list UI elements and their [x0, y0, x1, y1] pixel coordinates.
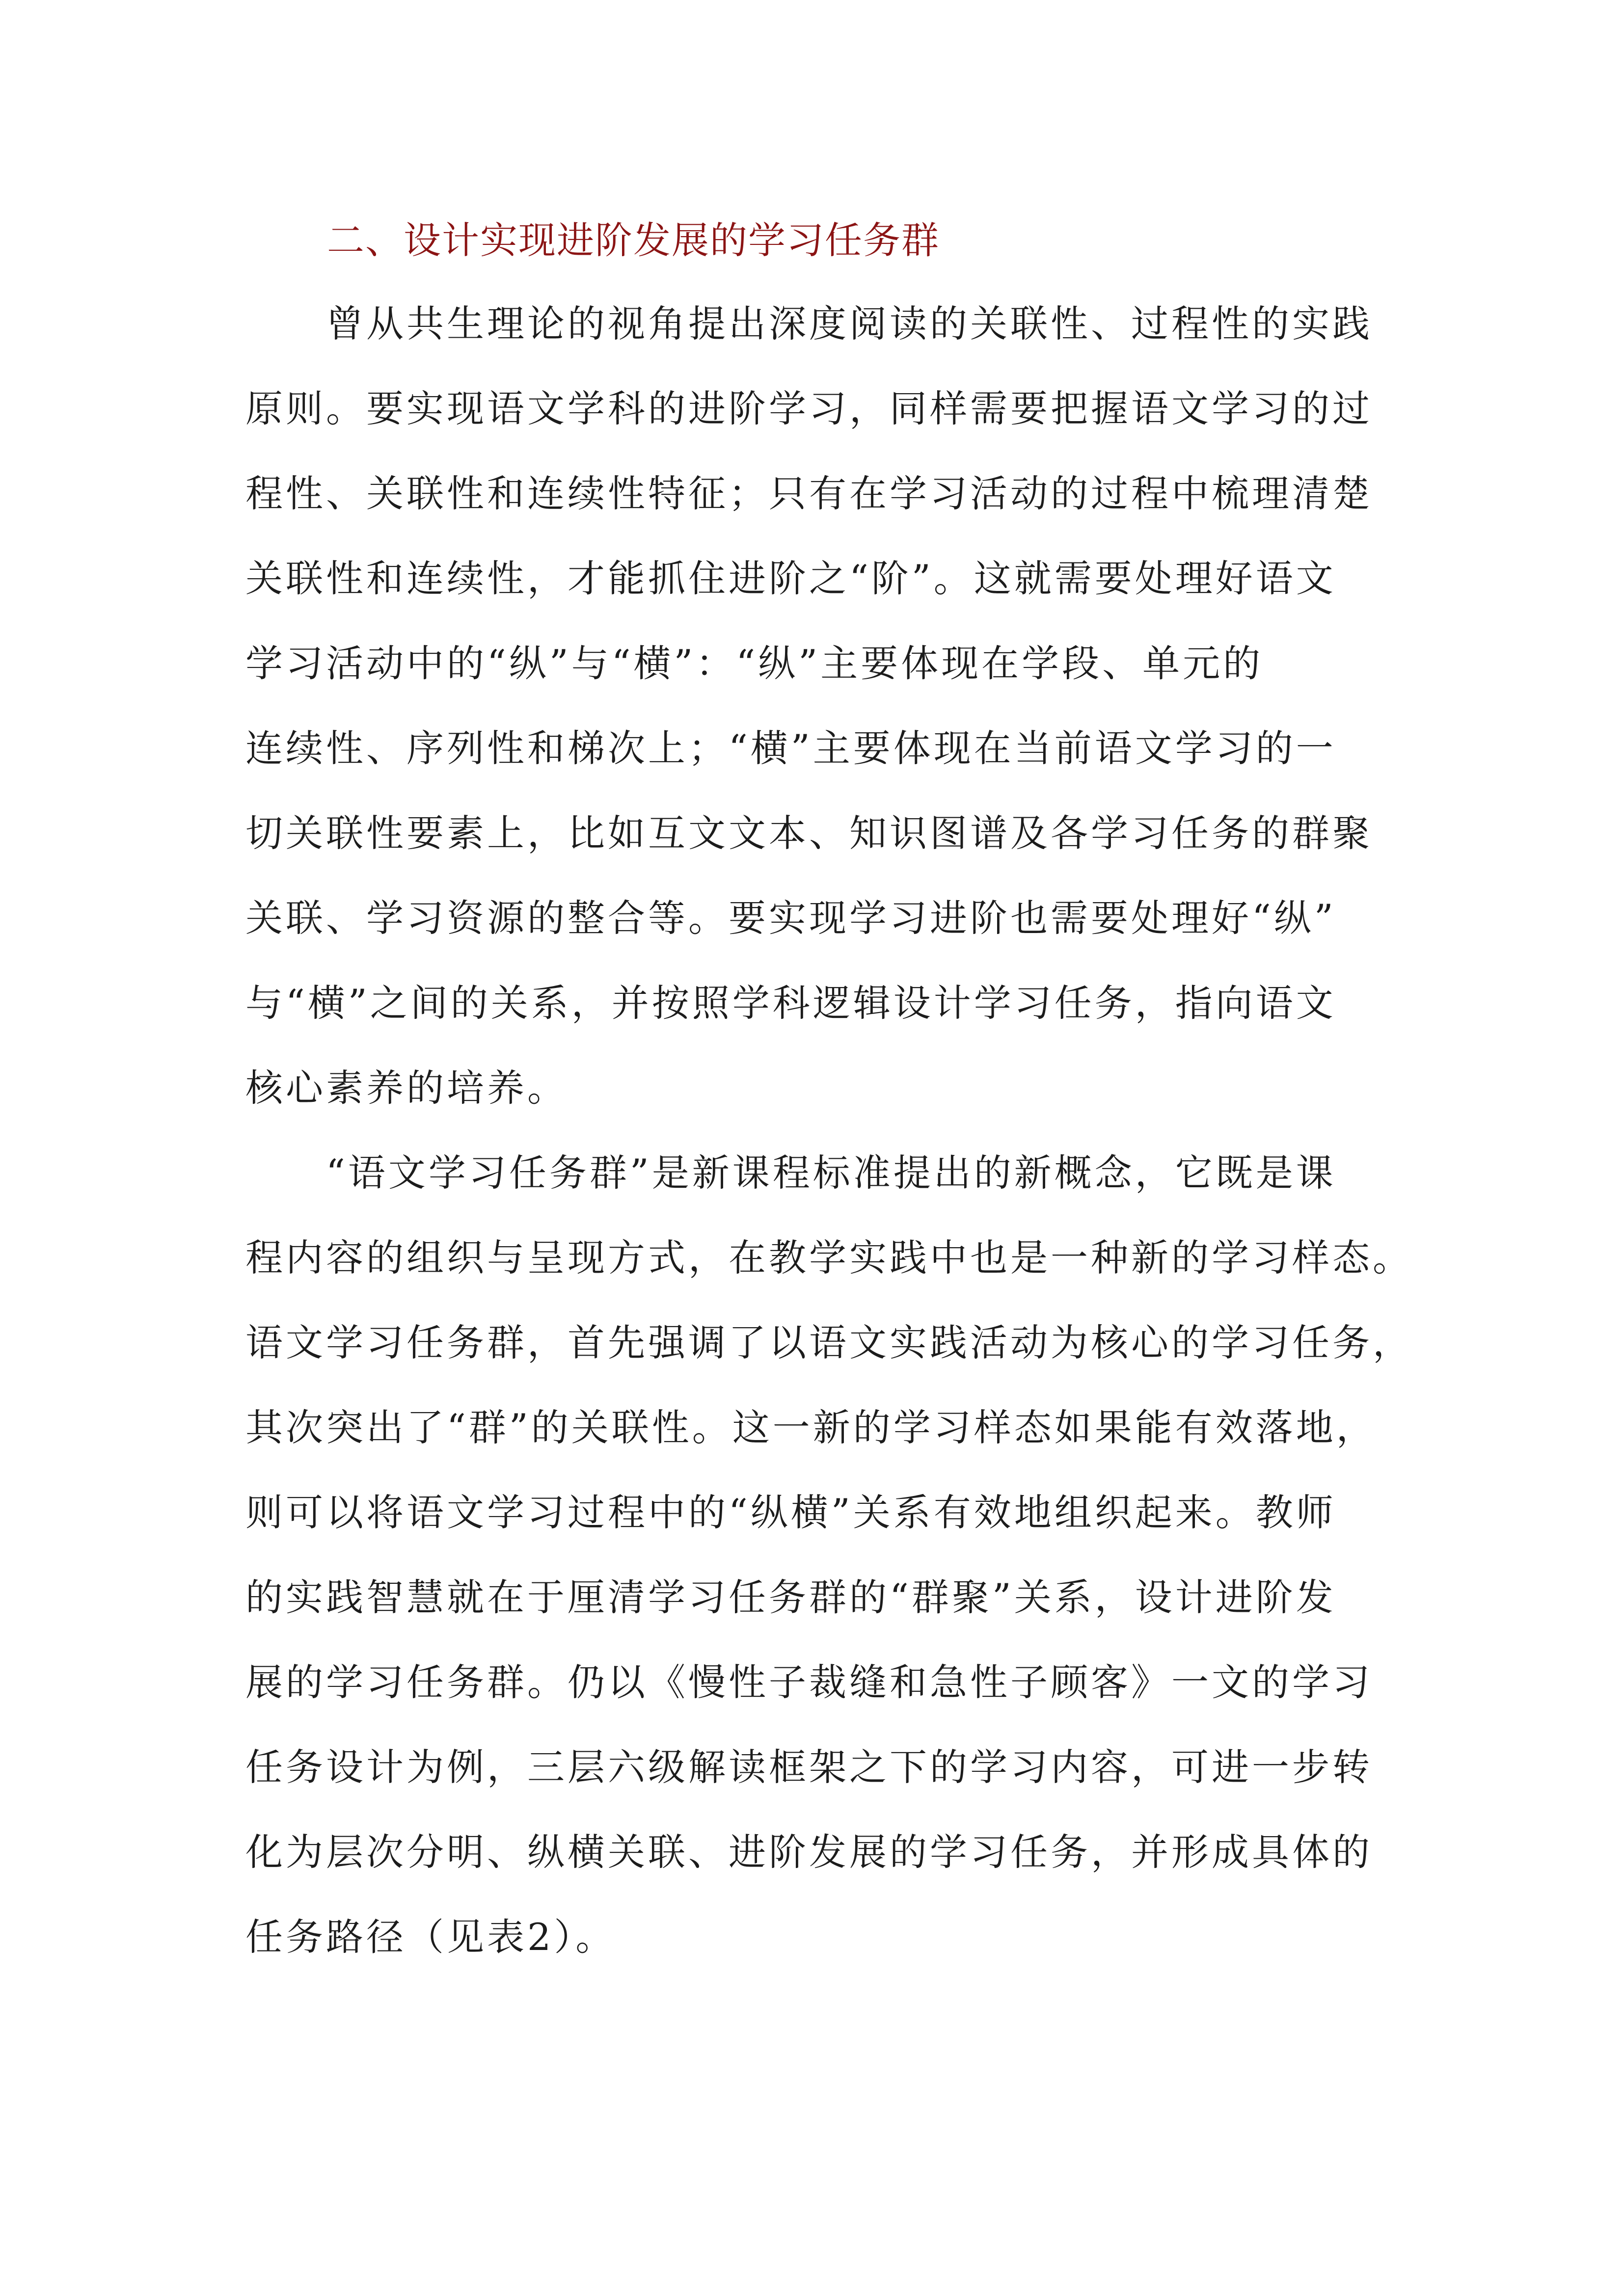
paragraph-line: 关联、学习资源的整合等。要实现学习进阶也需要处理好“纵” — [245, 896, 1336, 940]
paragraph-line: 曾从共生理论的视角提出深度阅读的关联性、过程性的实践 — [245, 302, 1373, 346]
section-heading: 二、设计实现进阶发展的学习任务群 — [327, 218, 940, 262]
paragraph-line: 展的学习任务群。仍以《慢性子裁缝和急性子顾客》一文的学习 — [245, 1660, 1373, 1704]
paragraph-line: 切关联性要素上，比如互文文本、知识图谱及各学习任务的群聚 — [245, 811, 1373, 855]
paragraph-line: 则可以将语文学习过程中的“纵横”关系有效地组织起来。教师 — [245, 1491, 1336, 1534]
paragraph-line: 与“横”之间的关系，并按照学科逻辑设计学习任务，指向语文 — [245, 981, 1336, 1025]
paragraph-line: 核心素养的培养。 — [245, 1066, 568, 1110]
paragraph-line: 程性、关联性和连续性特征；只有在学习活动的过程中梳理清楚 — [245, 472, 1373, 515]
paragraph-line: 化为层次分明、纵横关联、进阶发展的学习任务，并形成具体的 — [245, 1830, 1373, 1874]
paragraph-line: 原则。要实现语文学科的进阶学习，同样需要把握语文学习的过 — [245, 387, 1373, 430]
paragraph-line: 其次突出了“群”的关联性。这一新的学习样态如果能有效落地， — [245, 1406, 1377, 1449]
paragraph-line: 连续性、序列性和梯次上；“横”主要体现在当前语文学习的一 — [245, 726, 1336, 770]
paragraph-line: 关联性和连续性，才能抓住进阶之“阶”。这就需要处理好语文 — [245, 557, 1336, 600]
paragraph-line: 的实践智慧就在于厘清学习任务群的“群聚”关系，设计进阶发 — [245, 1575, 1336, 1619]
paragraph-line: 程内容的组织与呈现方式，在教学实践中也是一种新的学习样态。 — [245, 1236, 1413, 1280]
paragraph-line: 语文学习任务群，首先强调了以语文实践活动为核心的学习任务， — [245, 1321, 1413, 1364]
paragraph-line: 学习活动中的“纵”与“横”：“纵”主要体现在学段、单元的 — [245, 641, 1264, 685]
paragraph-line: 任务路径（见表2）。 — [245, 1915, 616, 1959]
paragraph-line: 任务设计为例，三层六级解读框架之下的学习内容，可进一步转 — [245, 1745, 1373, 1789]
paragraph-line: “语文学习任务群”是新课程标准提出的新概念，它既是课 — [245, 1151, 1336, 1195]
